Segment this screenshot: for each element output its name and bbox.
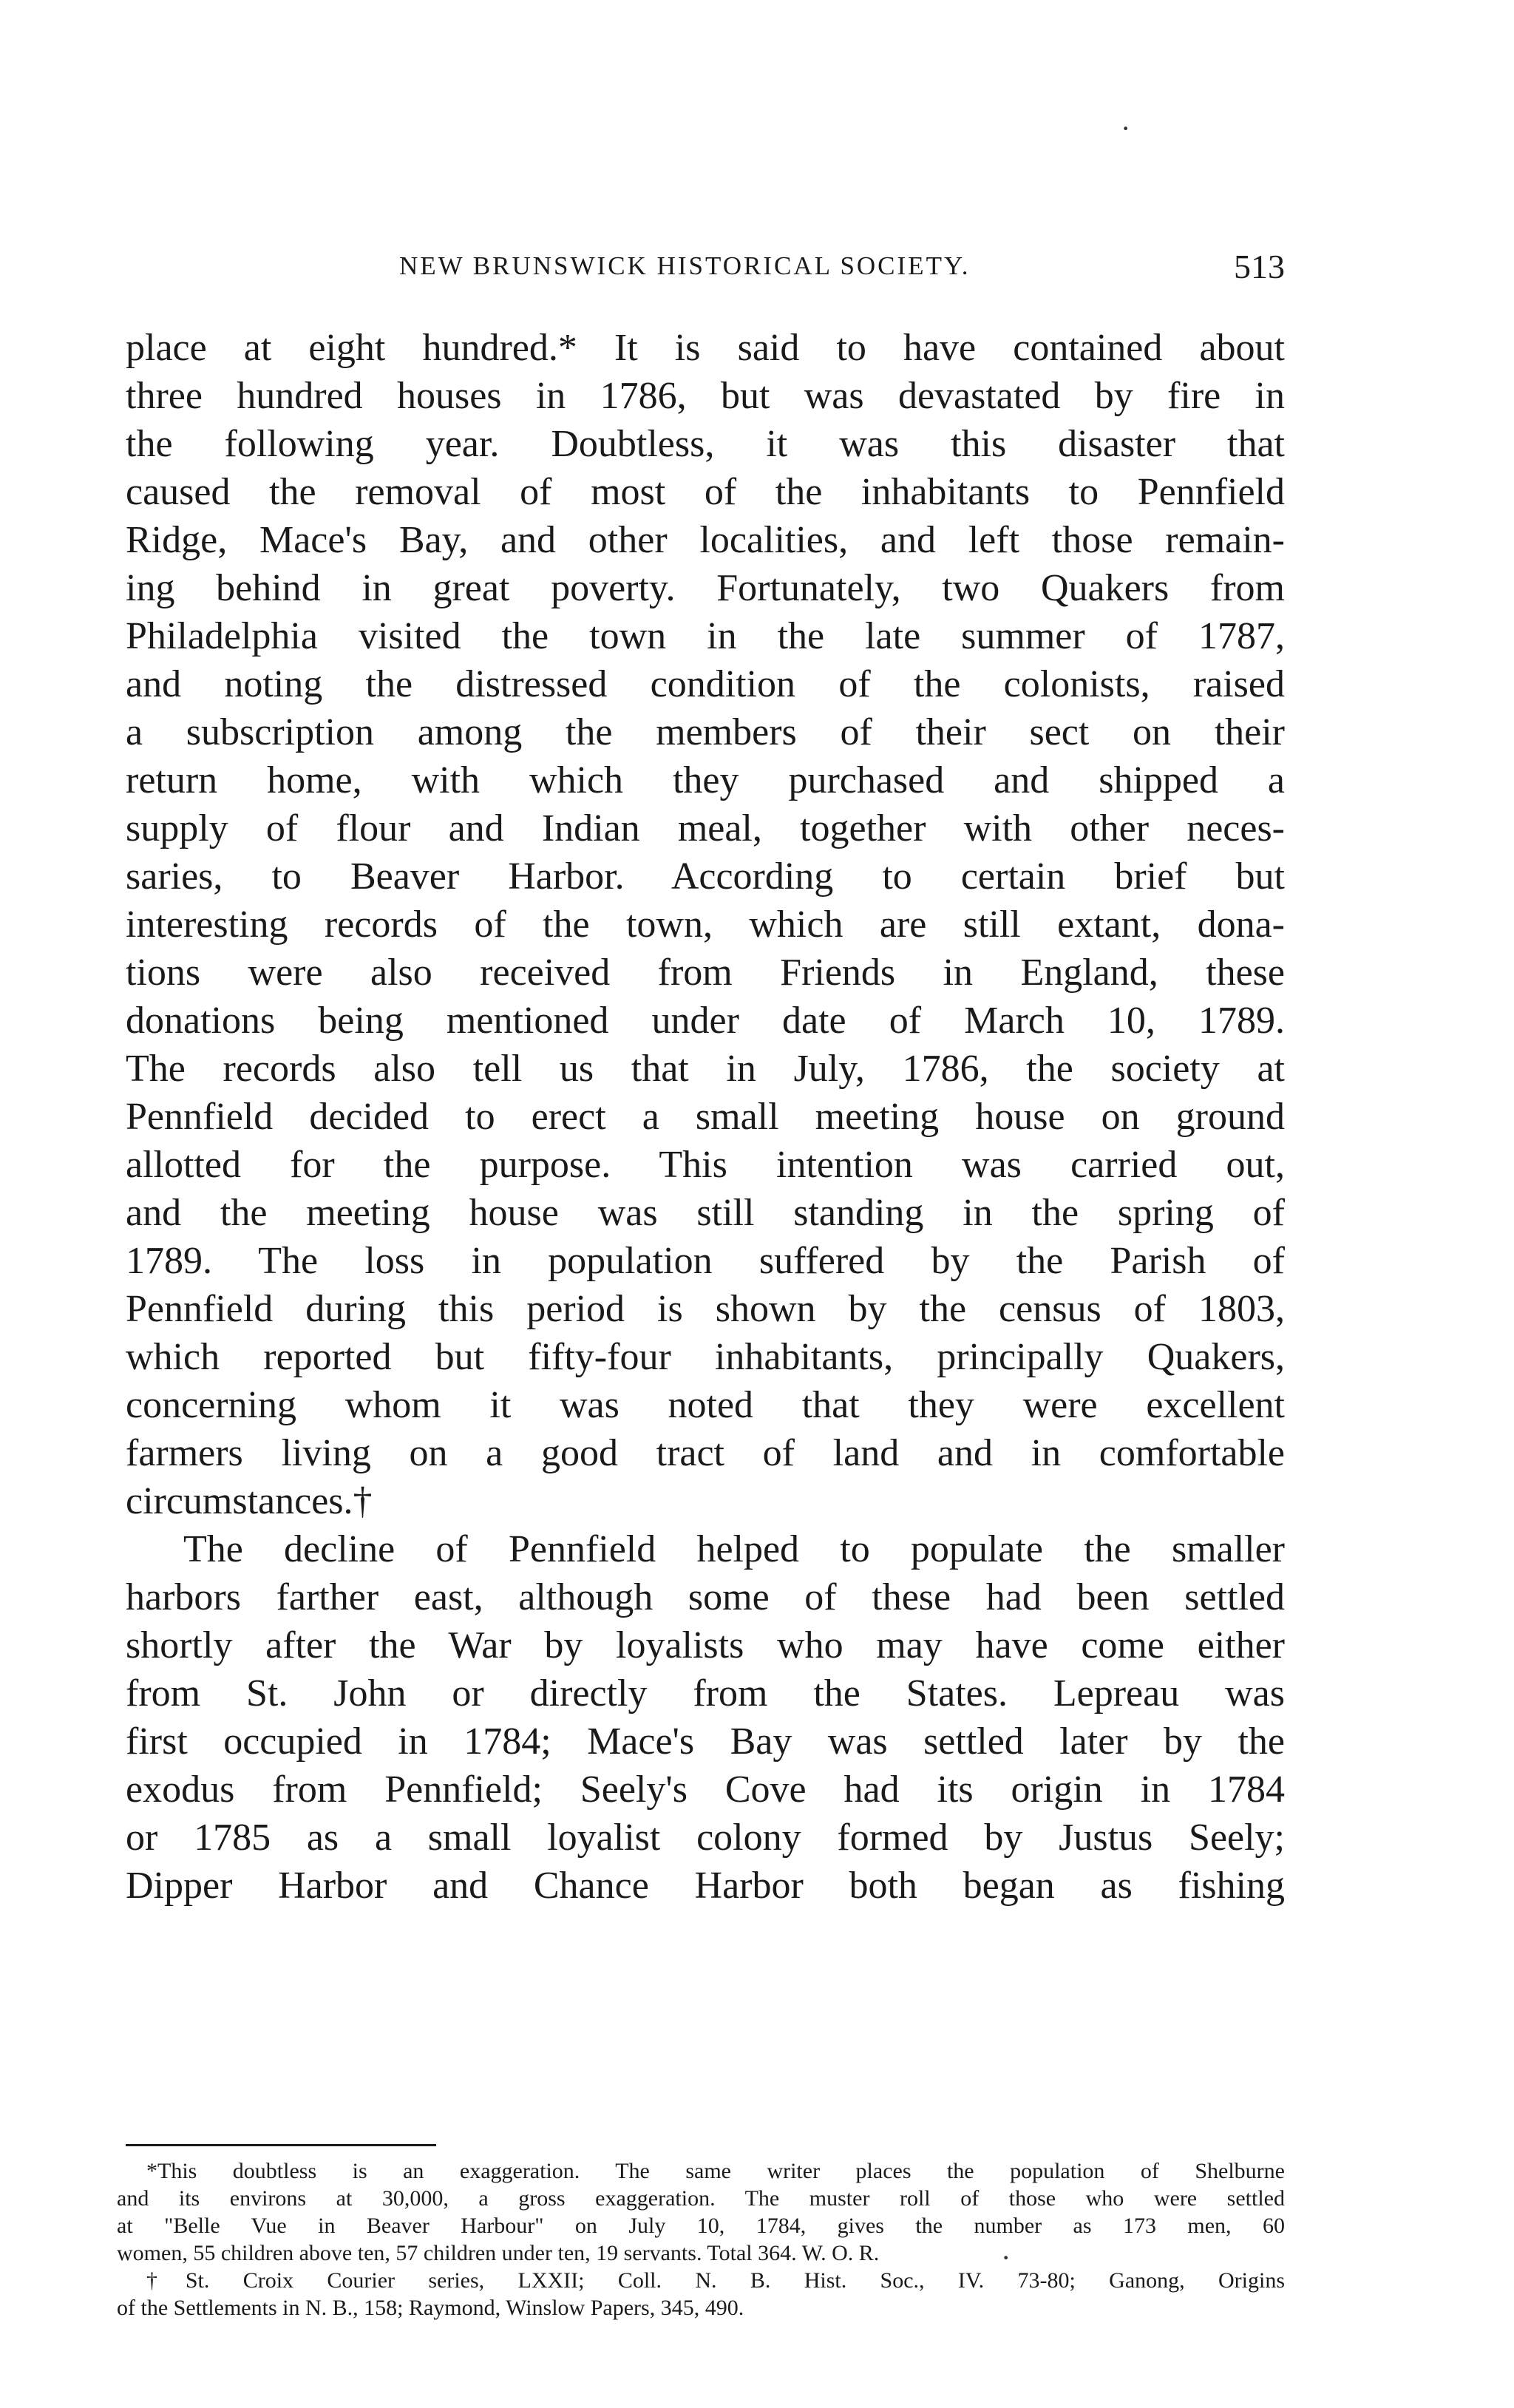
text-line: return home, with which they purchased and shipped a (126, 759, 1285, 801)
footnote-line: at "Belle Vue in Beaver Harbour" on July 10, 1784, gives the number as 173 men, 60 (117, 2214, 1285, 2238)
stray-mark: · (1001, 2241, 1011, 2274)
footnote-line: of the Settlements in N. B., 158; Raymond, Winslow Papers, 345, 490. (117, 2296, 744, 2320)
paragraph-start-line: The decline of Pennfield helped to populate the smaller (183, 1528, 1285, 1570)
text-line: donations being mentioned under date of March 10, 1789. (126, 1000, 1285, 1042)
text-line: Ridge, Mace's Bay, and other localities, and left those remain- (126, 519, 1285, 561)
text-line: which reported but fifty-four inhabitants, principally Quakers, (126, 1336, 1285, 1378)
footnote-line: *This doubtless is an exaggeration. The same writer places the population of Shelburne (146, 2159, 1285, 2183)
text-line: a subscription among the members of their sect on their (126, 711, 1285, 753)
text-line: 1789. The loss in population suffered by the Parish of (126, 1240, 1285, 1282)
text-line: first occupied in 1784; Mace's Bay was settled later by the (126, 1720, 1285, 1763)
running-head: NEW BRUNSWICK HISTORICAL SOCIETY. (399, 251, 971, 280)
footnote-divider (126, 2144, 436, 2146)
text-line: or 1785 as a small loyalist colony formed by Justus Seely; (126, 1817, 1285, 1859)
stray-mark: · (1121, 112, 1131, 145)
text-line: ing behind in great poverty. Fortunately, two Quakers from (126, 567, 1285, 609)
text-line: Dipper Harbor and Chance Harbor both began as fishing (126, 1865, 1285, 1907)
footnote-line: †St. Croix Courier series, LXXII; Coll. N. B. Hist. Soc., IV. 73-80; Ganong, Origins (146, 2268, 1285, 2293)
text-line: and noting the distressed condition of the colonists, raised (126, 663, 1285, 705)
text-line: supply of flour and Indian meal, together with other neces- (126, 807, 1285, 849)
text-line: Pennfield decided to erect a small meeting house on ground (126, 1096, 1285, 1138)
text-line: place at eight hundred.* It is said to have contained about (126, 327, 1285, 369)
text-line: from St. John or directly from the States. Lepreau was (126, 1672, 1285, 1715)
text-line: three hundred houses in 1786, but was devastated by fire in (126, 375, 1285, 417)
text-line: interesting records of the town, which are still extant, dona- (126, 903, 1285, 946)
text-line: Pennfield during this period is shown by the census of 1803, (126, 1288, 1285, 1330)
paragraph-end-line: circumstances.† (126, 1480, 373, 1522)
text-line: the following year. Doubtless, it was this disaster that (126, 423, 1285, 465)
text-line: farmers living on a good tract of land and in comfortable (126, 1432, 1285, 1474)
text-line: and the meeting house was still standing in the spring of (126, 1192, 1285, 1234)
text-line: shortly after the War by loyalists who may have come either (126, 1624, 1285, 1666)
text-line: The records also tell us that in July, 1786, the society at (126, 1048, 1285, 1090)
text-line: saries, to Beaver Harbor. According to certain brief but (126, 855, 1285, 898)
text-line: caused the removal of most of the inhabitants to Pennfield (126, 471, 1285, 513)
page-number: 513 (1234, 248, 1285, 285)
footnote-line: and its environs at 30,000, a gross exaggeration. The muster roll of those who were settled (117, 2186, 1285, 2211)
text-line: harbors farther east, although some of these had been settled (126, 1576, 1285, 1618)
page-header (126, 248, 1285, 296)
text-line: concerning whom it was noted that they were excellent (126, 1384, 1285, 1426)
body-text (126, 324, 1285, 1910)
footnote-line: women, 55 children above ten, 57 children under ten, 19 servants. Total 364. W. O. R. (117, 2241, 880, 2265)
footnotes (117, 2157, 1285, 2321)
text-line: Philadelphia visited the town in the late summer of 1787, (126, 615, 1285, 657)
text-line: exodus from Pennfield; Seely's Cove had its origin in 1784 (126, 1768, 1285, 1811)
text-line: allotted for the purpose. This intention was carried out, (126, 1144, 1285, 1186)
text-line: tions were also received from Friends in England, these (126, 952, 1285, 994)
